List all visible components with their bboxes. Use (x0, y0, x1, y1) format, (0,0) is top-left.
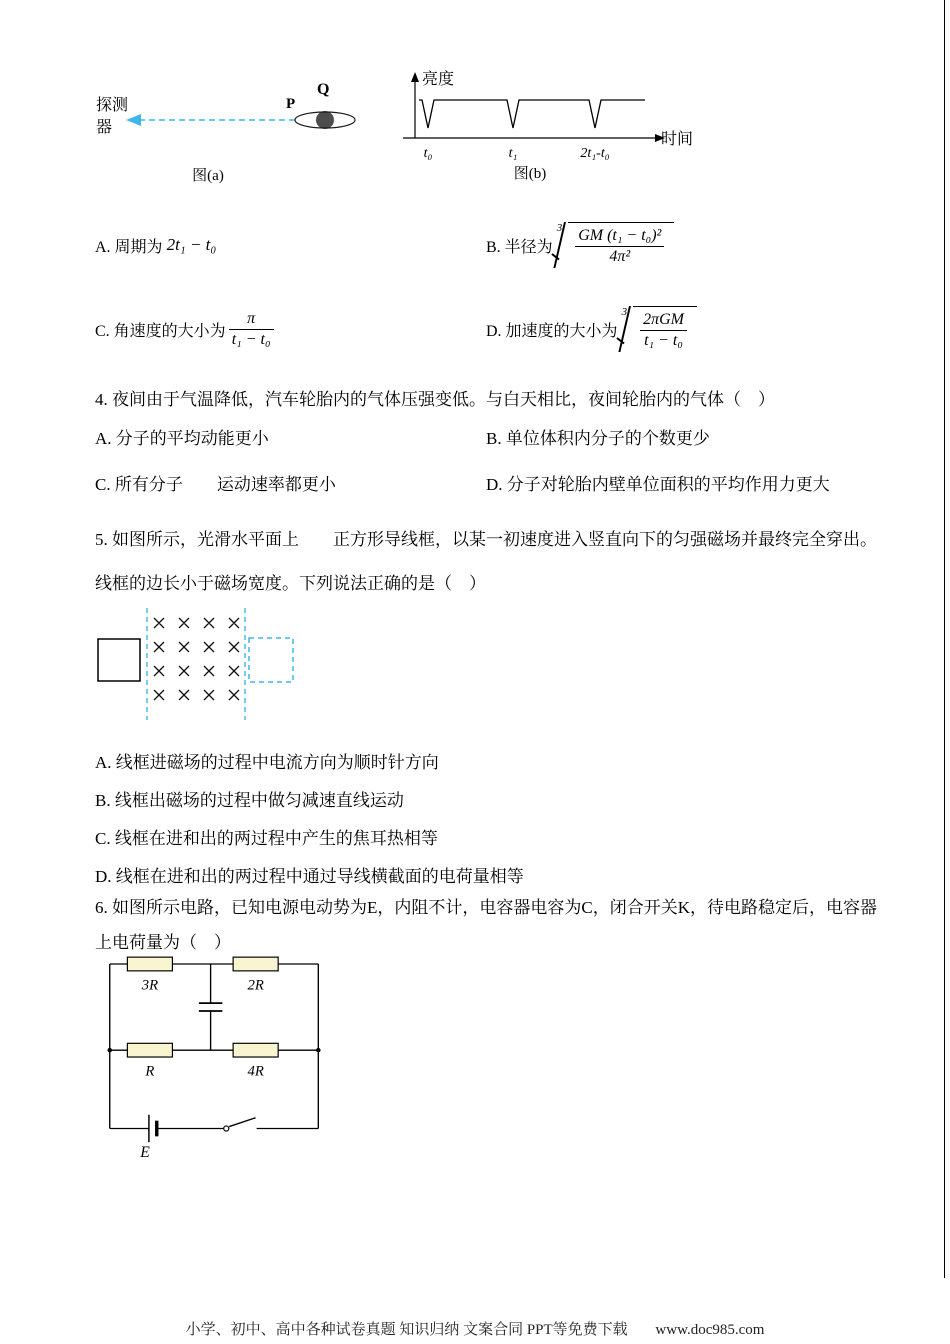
detector-label-line1: 探测 (96, 97, 129, 114)
q3-row-ab (95, 202, 877, 288)
q3-option-b (486, 222, 877, 268)
q3-a-prefix: A. 周期为 (95, 238, 163, 256)
junction-dot-right (316, 1048, 321, 1053)
q3-a-expression: 2t₁ − t₀ (166, 235, 217, 254)
q3-d-prefix: D. 加速度的大小为 (486, 322, 618, 340)
q3-c-fraction (229, 309, 274, 350)
q6-circuit-diagram (98, 952, 333, 1164)
figure-a-caption: 图(a) (192, 168, 224, 184)
junction-dot-left (107, 1048, 112, 1053)
q6-stem-line2: 上电荷量为（ ） (95, 933, 231, 952)
q4-option-b: B. 单位体积内分子的个数更少 (486, 429, 710, 448)
page-right-edge-line (944, 0, 945, 1278)
exit-position-dashed-square (249, 638, 293, 682)
q4-option-a: A. 分子的平均动能更小 (95, 429, 269, 448)
q3-c-numerator: π (247, 309, 256, 327)
q5-option-b: B. 线框出磁场的过程中做匀减速直线运动 (95, 791, 404, 810)
resistor-2R-label: 2R (247, 977, 264, 994)
tick-t1: t₁ (508, 146, 518, 161)
footer-text: 小学、初中、高中各种试卷真题 知识归纳 文案合同 PPT等免费下载 (185, 1322, 628, 1338)
q3-c-prefix: C. 角速度的大小为 (95, 322, 226, 340)
q3-c-denominator: t₁ − t₀ (229, 329, 274, 350)
resistor-3R (127, 957, 172, 971)
resistor-3R-label: 3R (141, 977, 159, 994)
brightness-curve (419, 100, 645, 128)
switch-pivot (224, 1126, 229, 1131)
q3-b-radical (557, 222, 675, 268)
q4-row-ab (95, 424, 877, 449)
footer-url[interactable]: www.doc985.com (655, 1322, 765, 1338)
point-p-label: P (286, 96, 296, 112)
resistor-R (127, 1043, 172, 1057)
detector-label-line2: 器 (96, 119, 113, 136)
ylabel: 亮度 (422, 71, 455, 88)
page-footer (0, 1318, 950, 1339)
sightline-arrowhead (126, 114, 141, 126)
q4-option-c: C. 所有分子 运动速率都更小 (95, 475, 336, 494)
resistor-R-label: R (145, 1063, 155, 1080)
q5-stem-line1: 5. 如图所示，光滑水平面上 正方形导线框，以某一初速度进入竖直向下的匀强磁场并最终完全穿出。 (95, 530, 877, 549)
y-axis-arrowhead (411, 72, 419, 82)
xlabel: 时间 (661, 131, 694, 148)
q3-row-cd (95, 296, 877, 362)
q3-b-denominator: 4π² (575, 246, 664, 267)
q3-d-root-index: 3 (621, 306, 628, 318)
q4-option-d: D. 分子对轮胎内壁单位面积的平均作用力更大 (486, 475, 830, 494)
q3-option-a (95, 234, 486, 257)
q3-d-denominator: t₁ − t₀ (640, 330, 687, 351)
q5-stem-line2: 线框的边长小于磁场宽度。下列说法正确的是（ ） (95, 574, 486, 593)
tick-t0: t₀ (423, 146, 433, 161)
q4-stem: 4. 夜间由于气温降低，汽车轮胎内的气体压强变低。与白天相比，夜间轮胎内的气体（ ） (95, 390, 775, 409)
tick-2t1-t0: 2t₁-t₀ (580, 146, 610, 161)
resistor-4R-label: 4R (247, 1063, 264, 1080)
q3-option-c (95, 309, 486, 350)
q3-b-numerator: GM (t₁ − t₀)² (578, 227, 662, 244)
q3-d-radical (622, 306, 697, 352)
figure-b-caption: 图(b) (513, 166, 547, 182)
q3-option-d (486, 306, 877, 352)
q3-d-numerator: 2πGM (643, 311, 684, 328)
q5-option-d: D. 线框在进和出的两过程中通过导线横截面的电荷量相等 (95, 867, 524, 886)
q3-b-root-index: 3 (556, 222, 563, 234)
figure-a-transit-diagram (88, 80, 373, 192)
field-into-page-crosses (154, 618, 239, 700)
q5-wire-frame-magnetic-field-figure (95, 606, 305, 724)
planet (316, 111, 334, 129)
resistor-2R (233, 957, 278, 971)
q4-row-cd (95, 470, 877, 495)
point-q-label: Q (317, 81, 330, 98)
emf-label: E (140, 1143, 150, 1161)
q6-stem-line1: 6. 如图所示电路，已知电源电动势为E，内阻不计，电容器电容为C，闭合开关K，待电路稳定后，电容器 (95, 898, 877, 917)
q5-option-c: C. 线框在进和出的两过程中产生的焦耳热相等 (95, 829, 438, 848)
wire-frame-square (98, 639, 140, 681)
switch-blade (229, 1118, 255, 1127)
q3-b-prefix: B. 半径为 (486, 238, 553, 256)
q5-option-a: A. 线框进磁场的过程中电流方向为顺时针方向 (95, 753, 439, 772)
resistor-4R (233, 1043, 278, 1057)
figure-b-lightcurve (395, 66, 695, 186)
